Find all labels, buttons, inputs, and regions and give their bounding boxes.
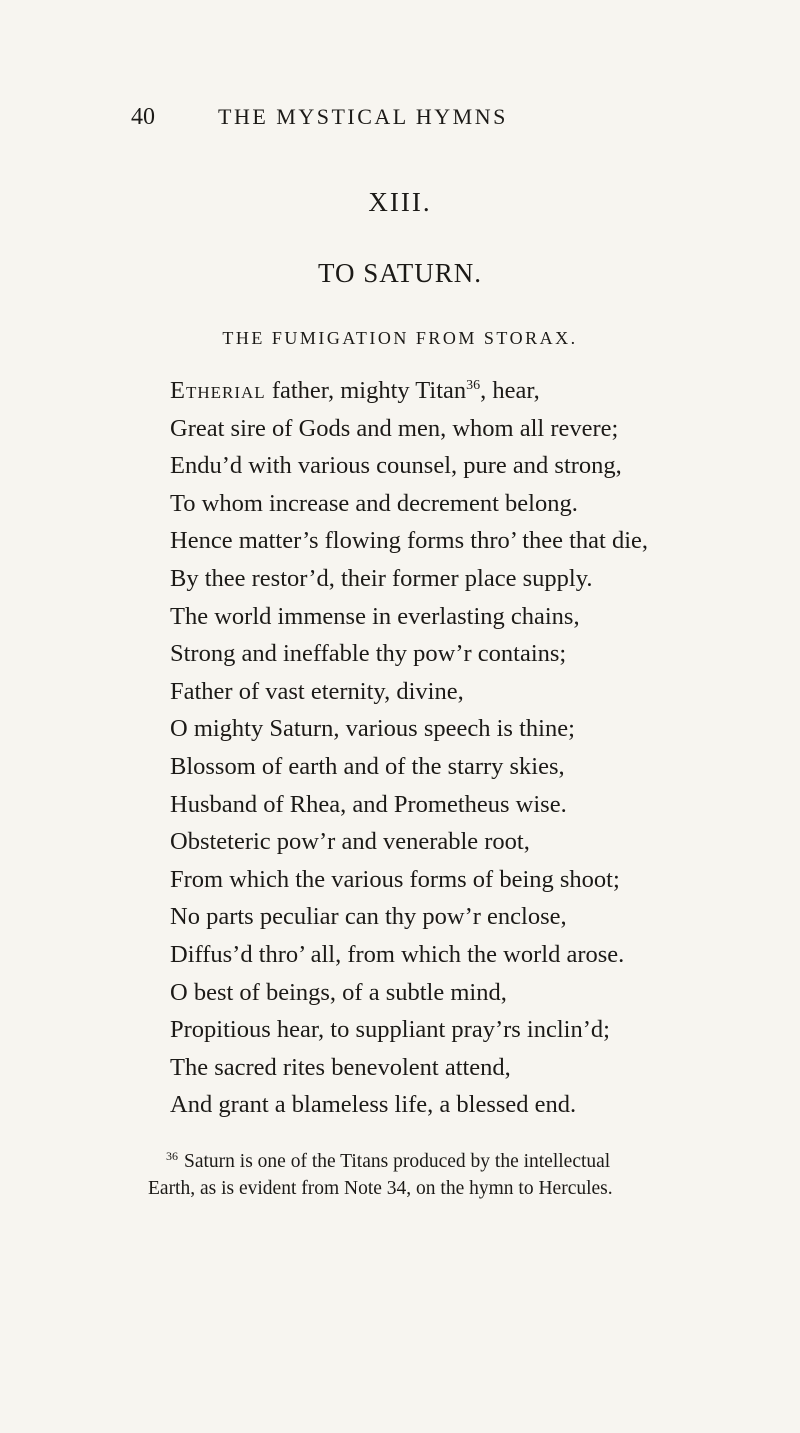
fumigation-subtitle: THE FUMIGATION FROM STORAX. <box>222 328 578 348</box>
opening-word: Etherial <box>170 377 266 404</box>
verse-line: Endu’d with various counsel, pure and strong, <box>170 452 622 480</box>
verse-line: Father of vast eternity, divine, <box>170 677 464 705</box>
footnote-line <box>148 1148 768 1175</box>
verse-line <box>170 372 770 410</box>
page-number: 40 <box>131 104 155 130</box>
verse-line: The sacred rites benevolent attend, <box>170 1053 511 1081</box>
verse-line: O mighty Saturn, various speech is thine; <box>170 715 575 743</box>
page-header <box>0 104 800 138</box>
hymn-number: XIII. <box>368 187 432 217</box>
verse-line: To whom increase and decrement belong. <box>170 489 578 517</box>
verse-line: From which the various forms of being shoot; <box>170 865 620 893</box>
footnote-line: Earth, as is evident from Note 34, on the hymn to Hercules. <box>148 1178 613 1199</box>
hymn-title: TO SATURN. <box>317 258 483 288</box>
verse-line: Obsteteric pow’r and venerable root, <box>170 828 530 856</box>
verse-line: The world immense in everlasting chains, <box>170 602 580 630</box>
running-head: THE MYSTICAL HYMNS <box>218 104 508 129</box>
verse-line: By thee restor’d, their former place supply. <box>170 564 593 592</box>
footnote-reference: 36 <box>466 377 481 393</box>
verse-line: Great sire of Gods and men, whom all revere; <box>170 414 619 442</box>
footnote-marker: 36 <box>166 1148 178 1163</box>
hymn-verses <box>170 372 770 1124</box>
verse-line: O best of beings, of a subtle mind, <box>170 978 507 1006</box>
verse-line: And grant a blameless life, a blessed end. <box>170 1091 577 1119</box>
verse-line: Hence matter’s flowing forms thro’ thee that die, <box>170 527 649 555</box>
verse-line: No parts peculiar can thy pow’r enclose, <box>170 903 567 931</box>
verse-line: Blossom of earth and of the starry skies, <box>170 752 565 780</box>
verse-line: Husband of Rhea, and Prometheus wise. <box>170 790 567 818</box>
verse-line: Propitious hear, to suppliant pray’rs inclin’d; <box>170 1016 610 1044</box>
footnote <box>148 1148 768 1202</box>
verse-line: Diffus’d thro’ all, from which the world arose. <box>170 940 625 968</box>
verse-line: Strong and ineffable thy pow’r contains; <box>170 640 567 668</box>
footnote-text: Saturn is one of the Titans produced by the intellectual <box>184 1151 611 1172</box>
verse-text: father, mighty Titan <box>265 377 467 404</box>
verse-text: , hear, <box>480 377 540 404</box>
